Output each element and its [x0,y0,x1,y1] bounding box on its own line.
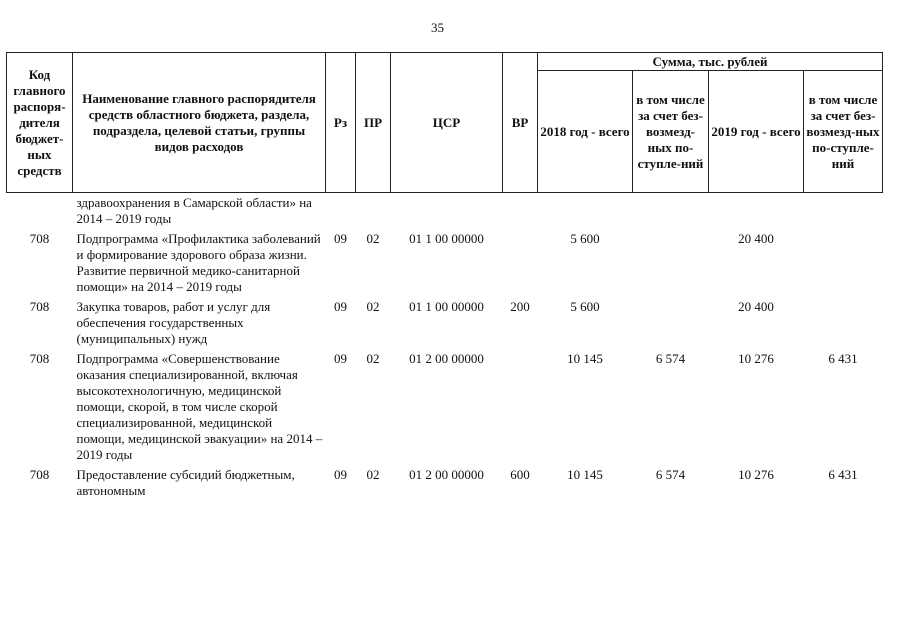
header-vr: ВР [503,53,538,193]
table-header [7,53,883,193]
cell-vr [503,351,538,467]
cell-name: Подпрограмма «Профилактика заболеваний и формирование здорового образа жизни. Развитие первичной медико-санитарной помощи» на 2014 – 2019 годы [76,231,321,294]
cell-csr: 01 2 00 00000 [409,467,484,482]
cell-csr: 01 1 00 00000 [409,231,484,246]
cell-2019-total: 20 400 [738,231,774,246]
header-2018-total: 2018 год - всего [538,71,633,193]
table-row-continuation [7,193,883,232]
cell-name: Закупка товаров, работ и услуг для обеспечения государственных (муниципальных) нужд [76,299,271,346]
cell-2018-total: 5 600 [570,299,600,314]
header-2019-incl: в том числе за счет без-возмезд-ных по-ступле-ний [804,71,883,193]
header-csr: ЦСР [391,53,503,193]
cell-2018-total: 10 145 [567,467,603,482]
cell-csr: 01 1 00 00000 [409,299,484,314]
header-pr: ПР [356,53,391,193]
header-2019-total: 2019 год - всего [709,71,804,193]
cell-rz: 09 [334,351,347,366]
budget-table [6,52,883,503]
cell-vr: 600 [510,467,530,482]
cell-2018-total: 5 600 [570,231,600,246]
cell-2019-total: 10 276 [738,467,774,482]
cell-2019-incl: 6 431 [828,351,858,366]
cell-pr: 02 [366,351,380,366]
cell-2018-incl [633,231,709,299]
cell-2019-incl: 6 431 [828,467,858,482]
cell-2018-incl: 6 574 [655,467,686,482]
cell-pr: 02 [366,467,380,482]
continuation-text: здравоохранения в Самарской области» на 2014 – 2019 годы [76,195,312,226]
cell-rz: 09 [334,467,347,482]
cell-rz: 09 [334,299,347,314]
table-body [7,193,883,504]
cell-2019-incl [804,231,883,299]
cell-code: 708 [29,299,50,314]
cell-2018-incl: 6 574 [655,351,686,366]
cell-pr: 02 [366,299,380,314]
cell-vr [503,231,538,299]
cell-code: 708 [29,351,50,366]
cell-name: Предоставление субсидий бюджетным, автономным [76,467,295,498]
cell-vr: 200 [510,299,530,314]
cell-code: 708 [29,231,50,246]
cell-2019-incl [804,299,883,351]
table-row [7,231,883,299]
cell-2018-total: 10 145 [567,351,603,366]
cell-code: 708 [29,467,50,482]
table-row [7,467,883,503]
cell-rz: 09 [334,231,347,246]
header-name: Наименование главного распорядителя средств областного бюджета, раздела, подраздела, целевой статьи, группы видов расходов [73,53,326,193]
cell-2018-incl [633,299,709,351]
header-rz: Рз [326,53,356,193]
cell-pr: 02 [366,231,380,246]
table-row [7,299,883,351]
cell-2019-total: 20 400 [738,299,774,314]
cell-2019-total: 10 276 [738,351,774,366]
header-sum-group: Сумма, тыс. рублей [538,53,883,71]
cell-name: Подпрограмма «Совершенствование оказания специализированной, включая высокотехнологичную, медицинской помощи, скорой, в том числе скорой специализированной, медицинской помощи, медицинской эвакуации» на 2014 – 2019 годы [76,351,323,462]
cell-csr: 01 2 00 00000 [409,351,484,366]
header-2018-incl: в том числе за счет без-возмезд-ных по-ступле-ний [633,71,709,193]
page-number: 35 [431,20,444,35]
table-row [7,351,883,467]
header-code: Код главного распоря-дителя бюджет-ных средств [7,53,73,193]
